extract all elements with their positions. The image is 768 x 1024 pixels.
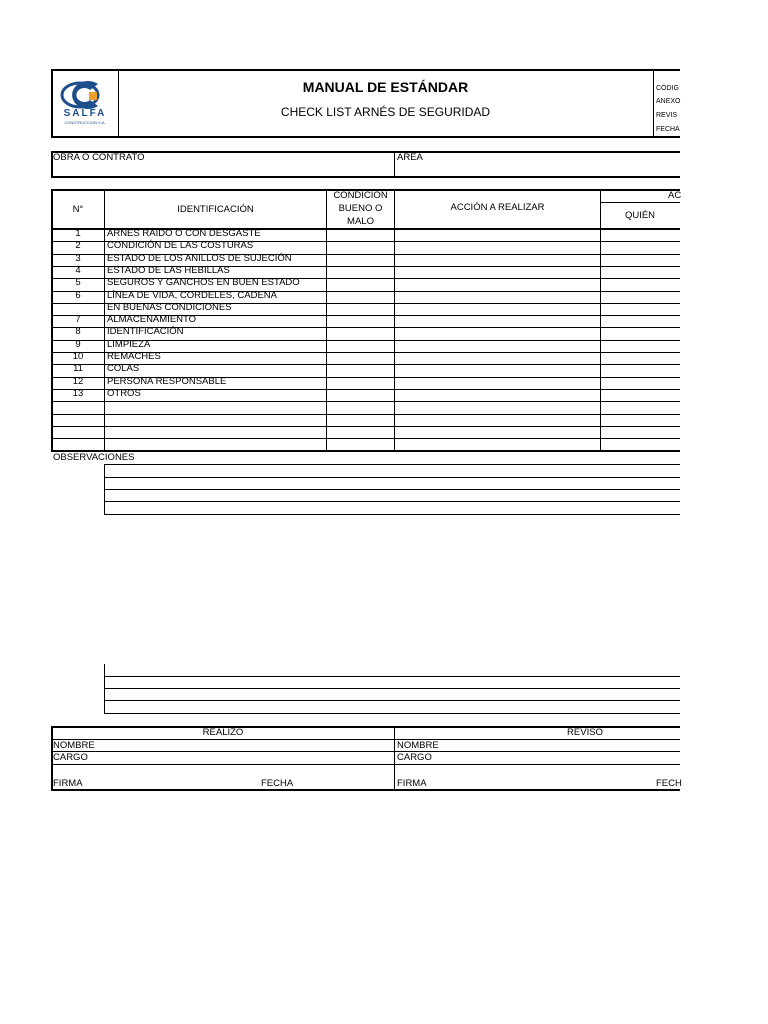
col-header-no: N° [72, 204, 84, 215]
observaciones-label: OBSERVACIONES [53, 452, 135, 463]
row-item-label: ARNÉS RAÍDO O CON DESGASTE [107, 228, 261, 239]
row-item-label: ESTADO DE LOS ANILLOS DE SUJECIÓN [107, 252, 292, 264]
row-divider [51, 414, 680, 415]
row-number: 3 [75, 252, 81, 264]
row-number: 5 [75, 277, 81, 289]
realizo-firma-label: FIRMA [53, 778, 83, 789]
col-header-condicion-3: MALO [347, 216, 374, 227]
row-number: 7 [75, 314, 81, 326]
col-header-quien: QUIÉN [624, 210, 656, 221]
realizo-cargo-label: CARGO [53, 752, 88, 763]
row-item-label: REMACHES [107, 351, 161, 362]
row-number: 2 [75, 240, 81, 252]
col-header-ac-group: AC [668, 190, 682, 201]
realizo-header: REALIZÓ [202, 727, 244, 738]
row-number: 1 [75, 228, 81, 239]
logo-text: SALFA [63, 108, 107, 119]
col-header-condicion-1: CONDICION [333, 190, 388, 201]
page-title: MANUAL DE ESTÁNDAR [302, 79, 469, 95]
meta-fecha: FECHA [656, 126, 680, 133]
row-divider [51, 438, 680, 439]
meta-revision: REVIS [656, 112, 678, 119]
col-header-accion: ACCIÓN A REALIZAR [450, 202, 545, 213]
row-item-label: CONDICIÓN DE LAS COSTURAS [107, 240, 254, 252]
col-header-identificacion: IDENTIFICACIÓN [177, 204, 254, 215]
logo-mark-icon [58, 78, 112, 112]
row-item-label: COLAS [107, 363, 140, 375]
row-divider [51, 426, 680, 427]
row-item-label: OTROS [107, 387, 141, 399]
row-item-label: ESTADO DE LAS HEBILLAS [107, 264, 230, 276]
row-divider [51, 389, 680, 390]
row-number: 13 [72, 387, 84, 399]
company-logo [58, 78, 112, 134]
area-label: AREA [397, 152, 423, 163]
reviso-nombre-label: NOMBRE [397, 740, 439, 751]
realizo-nombre-label: NOMBRE [53, 740, 95, 751]
row-number: 12 [72, 375, 84, 387]
row-number: 11 [73, 363, 83, 375]
row-divider [51, 364, 680, 365]
meta-anexo: ANEXO [656, 98, 681, 105]
reviso-cargo-label: CARGO [397, 752, 432, 763]
row-item-label: EN BUENAS CONDICIONES [107, 301, 232, 313]
reviso-firma-label: FIRMA [397, 778, 427, 789]
row-item-label: LÍNEA DE VIDA, CORDELES, CADENA [107, 289, 277, 301]
row-item-label: SEGUROS Y GANCHOS EN BUEN ESTADO [107, 277, 300, 289]
row-number: 8 [75, 326, 81, 338]
row-item-label: ALMACENAMIENTO [107, 314, 197, 326]
row-number: 10 [72, 351, 84, 362]
obra-label: OBRA O CONTRATO [53, 152, 145, 163]
realizo-fecha-label: FECHA [261, 778, 294, 789]
col-header-condicion-2: BUENO O [338, 203, 383, 214]
row-item-label: IDENTIFICACIÓN [107, 326, 184, 338]
row-item-label: PERSONA RESPONSABLE [107, 375, 227, 387]
row-number: 6 [75, 289, 81, 301]
row-divider [51, 401, 680, 402]
page-subtitle: CHECK LIST ARNÉS DE SEGURIDAD [280, 105, 491, 119]
meta-codigo: CÓDIG [656, 85, 679, 92]
row-item-label: LIMPIEZA [107, 338, 151, 350]
reviso-header: REVISÓ [567, 727, 603, 738]
row-number: 4 [75, 264, 81, 276]
logo-subtext: CONSTRUCCION S.A. [64, 120, 106, 125]
reviso-fecha-label: FECH [656, 778, 682, 789]
row-number: 9 [75, 338, 81, 350]
